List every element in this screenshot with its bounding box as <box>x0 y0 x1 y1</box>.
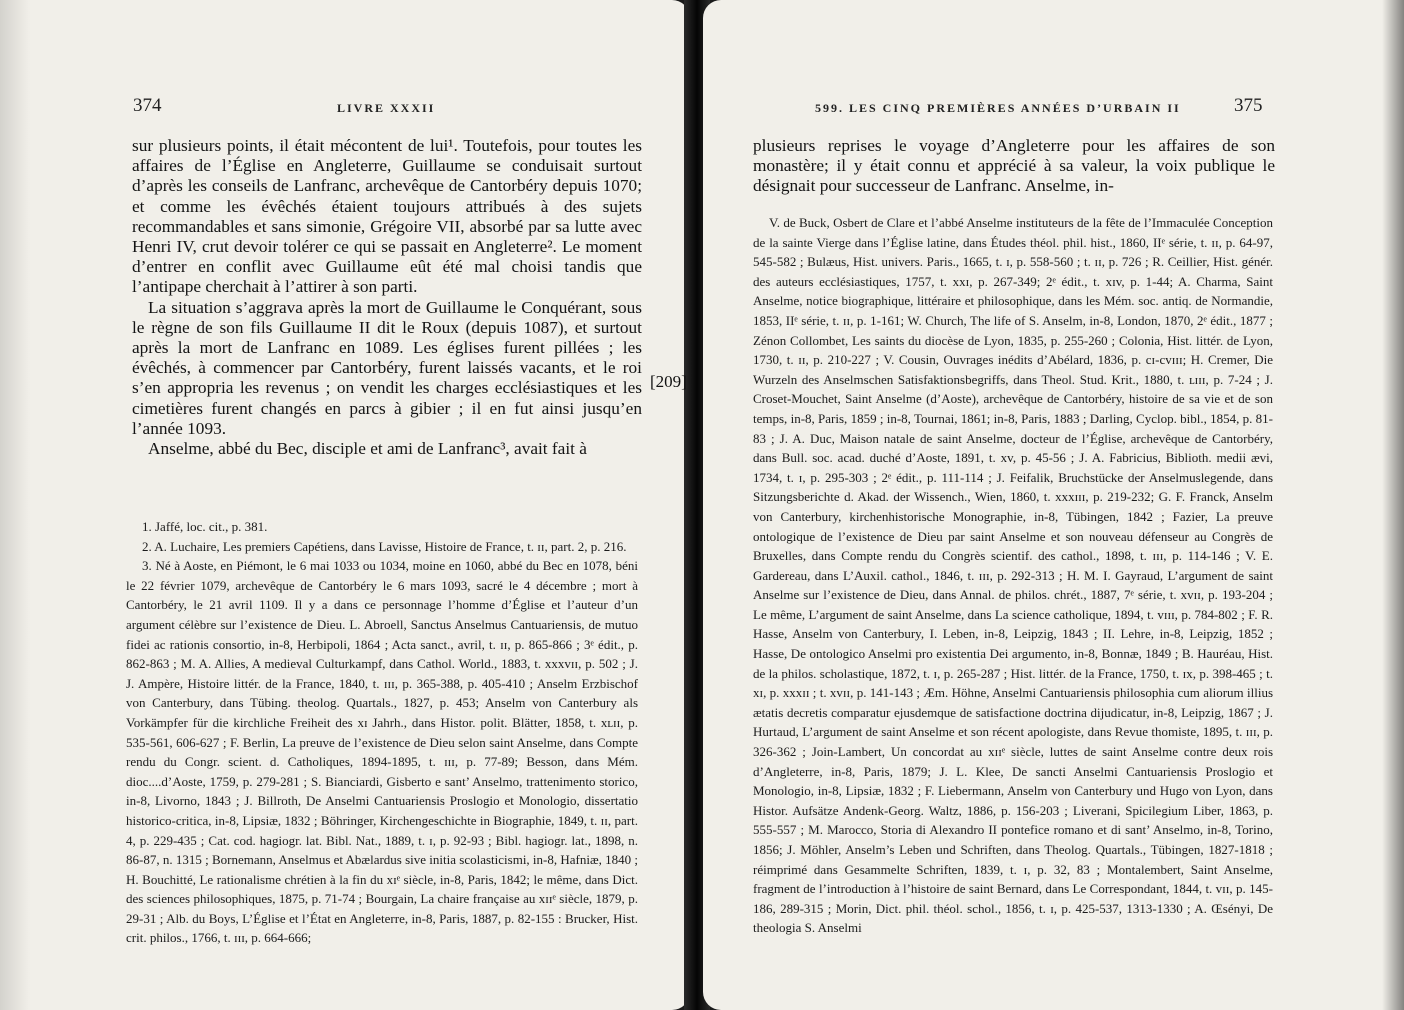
footnote-continuation: V. de Buck, Osbert de Clare et l’abbé Anselme instituteurs de la fête de l’Immaculée Conception de la sainte Vierge dans l’Église latine, dans Études théol. phil. hist., 1860, IIᵉ série, t. ɪɪ, p. 64-97, 545-582 ; Bulæus, Hist. univers. Paris., 1665, t. ɪ, p. 558-560 ; t. ɪɪ, p. 726 ; R. Ceillier, Hist. génér. des auteurs ecclésiastiques, 1757, t. xxɪ, p. 267-349; 2ᵉ édit., t. xɪv, p. 1-44; A. Charma, Saint Anselme, notice biographique, littéraire et philosophique, dans les Mém. soc. antiq. de Normandie, 1853, IIᵉ série, t. ɪɪ, p. 1-161; W. Church, The life of S. Anselm, in-8, London, 1870, 2ᵉ édit., 1877 ; Zénon Collombet, Les saints du diocèse de Lyon, 1835, p. 255-260 ; Colonia, Hist. littér. de Lyon, 1730, t. ɪɪ, p. 210-227 ; V. Cousin, Ouvrages inédits d’Abélard, 1836, p. cɪ-cvɪɪɪ; H. Cremer, Die Wurzeln des Anselmschen Satisfaktionsbegriffs, dans Theol. Stud. Krit., 1880, t. ʟɪɪɪ, p. 7-24 ; J. Croset-Mouchet, Saint Anselme (d’Aoste), archevêque de Cantorbéry, histoire de sa vie et de son temps, in-8, Paris, 1859 ; in-8, Tournai, 1861; in-8, Paris, 1883 ; Darling, Cyclop. bibl., 1854, p. 81-83 ; J. A. Duc, Maison natale de saint Anselme, docteur de l’Église, archevêque de Cantorbéry, dans Bull. soc. acad. duché d’Aoste, 1891, t. xv, p. 45-56 ; J. A. Fabricius, Biblioth. medii ævi, 1734, t. ɪ, p. 295-303 ; 2ᵉ édit., p. 111-114 ; J. Feifalik, Bruchstücke der Anselmuslegende, dans Sitzungsberichte d. Akad. der Wissench., Wien, 1860, t. xxxɪɪɪ, p. 219-232; G. F. Franck, Anselm von Canterbury, kirchenhistorische Monographie, in-8, Tübingen, 1842 ; Fazier, La preuve ontologique de l’existence de Dieu par saint Anselme et son nouveau défenseur au Congrès de Bruxelles, dans Compte rendu du Congrès scientif. des cathol., 1898, t. ɪɪɪ, p. 114-146 ; V. E. Gardereau, dans L’Auxil. cathol., 1846, t. ɪɪɪ, p. 292-313 ; H. M. I. Gayraud, L’argument de saint Anselme sur l’existence de Dieu, dans Annal. de philos. chrét., 1887, 7ᵉ série, t. xvɪɪ, p. 193-204 ; Le même, L’argument de saint Anselme, dans La science catholique, 1894, t. vɪɪɪ, p. 784-802 ; F. R. Hasse, Anselm von Canterbury, I. Leben, in-8, Leipzig, 1843 ; II. Lehre, in-8, Leipzig, 1852 ; Hasse, De ontologico Anselmi pro existentia Dei argumento, in-8, Bonnæ, 1849 ; B. Hauréau, Hist. de la philos. scholastique, 1872, t. ɪ, p. 265-287 ; Hist. littér. de la France, 1750, t. ɪx, p. 398-465 ; t. xɪ, p. xxxɪɪ ; t. xvɪɪ, p. 141-143 ; Æm. Höhne, Anselmi Cantuariensis philosophia cum aliorum illius ætatis decretis comparatur ejusdemque de satisfactione doctrina dijudicatur, in-8, Leipzig, 1867 ; J. Hurtaud, L’argument de saint Anselme et son récent apologiste, dans Revue thomiste, 1895, t. ɪɪɪ, p. 326-362 ; Join-Lambert, Un concordat au xɪɪᵉ siècle, luttes de saint Anselme contre deux rois d’Angleterre, in-8, Paris, 1879; J. L. Klee, De sancti Anselmi Cantuariensis Proslogio et Monologio, in-8, Lipsiæ, 1832 ; F. Liebermann, Anselm von Canterbury und Hugo von Lyon, dans Histor. Aufsätze Andenk-Georg. Waltz, 1886, p. 156-203 ; Liverani, Spicilegium Liber, 1863, p. 555-557 ; M. Marocco, Storia di Alexandro II pontefice romano et di sant’ Anselmo, in-8, Torino, 1856; J. Möhler, Anselm’s Leben und Schriften, dans Theolog. Quartals., Tübingen, 1827-1818 ; réimprimé dans Gesammelte Schriften, 1839, t. ɪ, p. 32, 83 ; Montalembert, Saint Anselme, fragment de l’introduction à l’histoire de saint Bernard, dans Le Correspondant, 1844, t. vɪɪ, p. 145-186, 289-315 ; Morin, Dict. phil. théol. schol., 1856, t. ɪ, p. 425-537, 1313-1330 ; A. Œsényi, De theologia S. Anselmi <box>753 215 1273 936</box>
right-body-text <box>753 136 1275 197</box>
right-running-head: 599. LES CINQ PREMIÈRES ANNÉES D’URBAIN II <box>815 101 1181 115</box>
left-footnotes <box>126 517 638 948</box>
paragraph: plusieurs reprises le voyage d’Angleterre pour les affaires de son monastère; il y était connu et apprécié à sa valeur, la voix publique le désignait pour successeur de Lanfranc. Anselme, in- <box>753 136 1275 196</box>
footnote: 3. Né à Aoste, en Piémont, le 6 mai 1033 ou 1034, moine en 1060, abbé du Bec en 1078, béni le 22 février 1079, archevêque de Cantorbéry le 6 mars 1093, sacré le 4 décembre ; mort à Cantorbéry, le 21 avril 1109. Il y a dans ce personnage l’homme d’Église et l’auteur d’un argument célèbre sur l’existence de Dieu. L. Abroell, Sanctus Anselmus Cantuariensis, de mutuo fidei ac rationis consortio, in-8, Herbipoli, 1864 ; Acta sanct., avril, t. ɪɪ, p. 865-866 ; 3ᵉ édit., p. 862-863 ; M. A. Allies, A medieval Culturkampf, dans Cathol. World., 1883, t. xxxvɪɪ, p. 502 ; J. J. Ampère, Histoire littér. de la France, 1840, t. ɪɪɪ, p. 365-388, p. 405-410 ; Anselm Erzbischof von Canterbury, dans Tübing. theolog. Quartals., 1827, p. 453; Anselm von Canterbury als Vorkämpfer für die kirchliche Freiheit des xɪ Jahrh., dans Histor. polit. Blätter, 1858, t. xʟɪɪ, p. 535-561, 606-627 ; F. Berlin, La preuve de l’existence de Dieu selon saint Anselme, dans Compte rendu du Congr. scient. d. Catholiques, 1894-1895, t. ɪɪɪ, p. 77-89; Besson, dans Mém. dioc....d’Aoste, 1759, p. 279-281 ; S. Bianciardi, Gisberto e sant’ Anselmo, trattenimento storico, in-8, Livorno, 1843 ; J. Billroth, De Anselmi Cantuariensis Proslogio et Monologio, dissertatio historico-critica, in-8, Lipsiæ, 1832 ; Böhringer, Kirchengeschichte in Biographie, 1849, t. ɪɪ, part. 4, p. 229-435 ; Cat. cod. hagiogr. lat. Bibl. Nat., 1889, t. ɪ, p. 92-93 ; Bibl. hagiogr. lat., 1898, n. 86-87, n. 1315 ; Bornemann, Anselmus et Abælardus sive initia scolasticismi, in-8, Hafniæ, 1840 ; H. Bouchitté, Le rationalisme chrétien à la fin du xɪᵉ siècle, in-8, Paris, 1842; le même, dans Dict. des sciences philosophiques, 1875, p. 71-74 ; Bourgain, La chaire française au xɪɪᵉ siècle, 1879, p. 29-31 ; Alb. du Boys, L’Église et l’État en Angleterre, in-8, Paris, 1887, p. 82-155 : Brucker, Hist. crit. philos., 1766, t. ɪɪɪ, p. 664-666; <box>126 558 639 946</box>
left-body-text <box>132 136 642 459</box>
left-page <box>0 0 690 1010</box>
right-footnotes <box>753 213 1273 938</box>
footnote: 2. A. Luchaire, Les premiers Capétiens, dans Lavisse, Histoire de France, t. ɪɪ, part. 2, p. 216. <box>142 538 627 554</box>
right-page-number: 375 <box>1234 95 1263 116</box>
margin-page-marker: [209] <box>650 372 687 391</box>
paragraph: sur plusieurs points, il était mécontent de lui¹. Toutefois, pour toutes les affaires de l’Église en Angleterre, Guillaume se conduisait surtout d’après les conseils de Lanfranc, archevêque de Cantorbéry depuis 1070; et comme les évêchés étaient toujours attribués à des sujets recommandables et sans simonie, Grégoire VII, absorbé par sa lutte avec Henri IV, crut devoir tolérer ce qui se passait en Angleterre². Le moment d’entrer en conflit avec Guillaume eût été mal choisi tandis que l’antipape cherchait à l’attirer à son parti. <box>132 136 642 297</box>
footnote: 1. Jaffé, loc. cit., p. 381. <box>142 519 268 534</box>
left-page-number: 374 <box>133 95 162 116</box>
left-running-head: LIVRE XXXII <box>337 101 436 115</box>
right-page <box>703 0 1404 1010</box>
paragraph: Anselme, abbé du Bec, disciple et ami de Lanfranc³, avait fait à <box>148 439 587 459</box>
paragraph: La situation s’aggrava après la mort de Guillaume le Conquérant, sous le règne de son fils Guillaume II dit le Roux (depuis 1087), et surtout après la mort de Lanfranc en 1089. Les églises furent pillées ; les évêchés, à commencer par Cantorbéry, furent laissés vacants, et le roi s’en appropria les revenus ; on vendit les charges ecclésiastiques et les cimetières furent changés en parcs à gibier ; il en fut ainsi jusqu’en l’année 1093. <box>132 297 642 438</box>
